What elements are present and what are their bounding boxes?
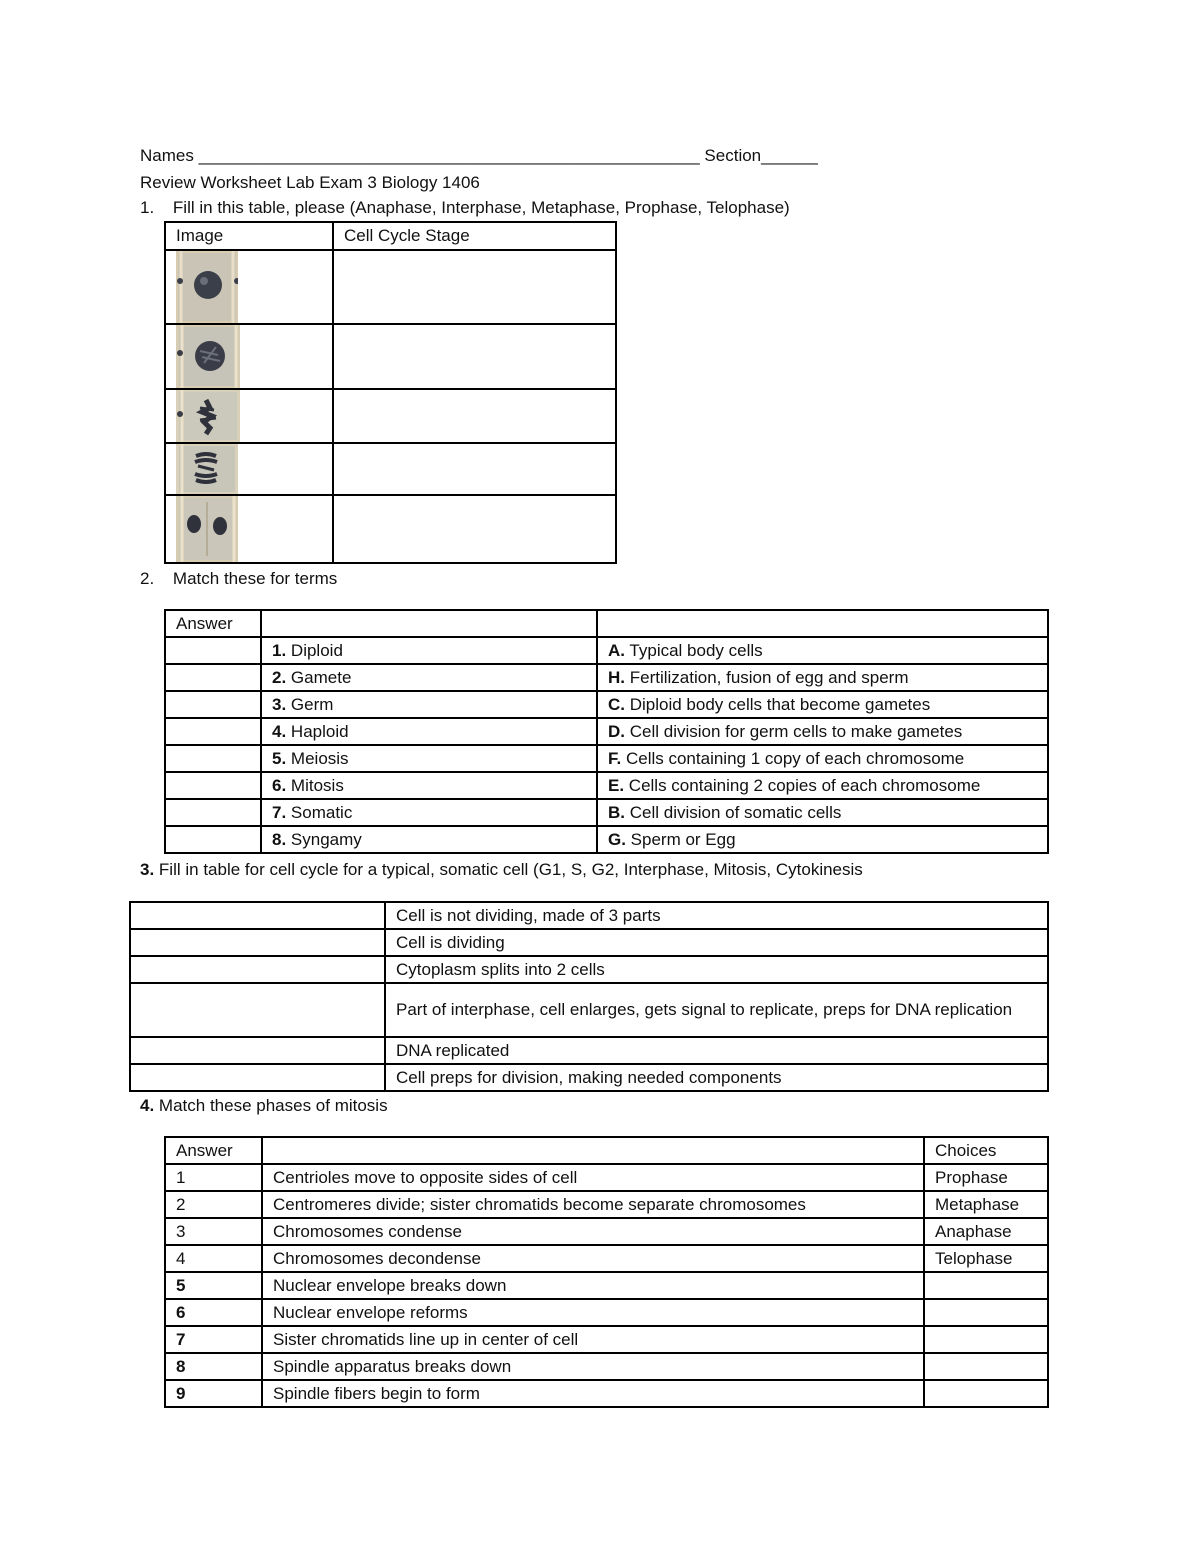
worksheet-title: Review Worksheet Lab Exam 3 Biology 1406: [140, 173, 480, 192]
telophase-cell-image: [176, 496, 238, 562]
q4-description: Chromosomes decondense: [262, 1245, 924, 1272]
q2-term: 7. Somatic: [261, 799, 597, 826]
q1-header-image: Image: [165, 222, 333, 250]
q1-heading: [140, 196, 790, 220]
q2-header-terms: [261, 610, 597, 637]
q2-prompt: Match these for terms: [172, 569, 338, 588]
q2-definition: B. Cell division of somatic cells: [597, 799, 1048, 826]
q2-number: 2.: [140, 569, 155, 588]
metaphase-cell-image: [176, 390, 240, 442]
interphase-cell-image: [176, 251, 238, 323]
names-blank[interactable]: _____________________________________________________: [198, 146, 700, 165]
q1-table: [164, 221, 617, 564]
anaphase-cell-image: [176, 444, 238, 494]
q3-answer-3[interactable]: [130, 956, 385, 983]
q2-term: 3. Germ: [261, 691, 597, 718]
q4-table: [164, 1136, 1049, 1408]
q2-answer-8[interactable]: [165, 826, 261, 853]
q2-answer-3[interactable]: [165, 691, 261, 718]
q4-answer-cell[interactable]: 9: [165, 1380, 262, 1407]
q3-description: Cell is not dividing, made of 3 parts: [385, 902, 1048, 929]
q1-answer-2[interactable]: [333, 324, 616, 389]
q1-number: 1.: [140, 198, 155, 217]
q4-description: Centrioles move to opposite sides of cell: [262, 1164, 924, 1191]
q4-choice: [924, 1353, 1048, 1380]
q1-prompt: Fill in this table, please (Anaphase, Interphase, Metaphase, Prophase, Telophase): [172, 198, 790, 217]
q3-description: Cell preps for division, making needed components: [385, 1064, 1048, 1091]
q2-answer-2[interactable]: [165, 664, 261, 691]
q2-term: 1. Diploid: [261, 637, 597, 664]
q3-answer-1[interactable]: [130, 902, 385, 929]
q4-choice: [924, 1380, 1048, 1407]
q4-number: 4.: [140, 1096, 155, 1115]
q2-answer-6[interactable]: [165, 772, 261, 799]
q3-prompt: Fill in table for cell cycle for a typical, somatic cell (G1, S, G2, Interphase, Mitosis, Cytokinesis: [158, 860, 863, 879]
q3-description: DNA replicated: [385, 1037, 1048, 1064]
q1-image-cell: [165, 495, 333, 563]
q3-description: Part of interphase, cell enlarges, gets signal to replicate, preps for DNA replication: [385, 983, 1048, 1037]
q4-choice: Telophase: [924, 1245, 1048, 1272]
q2-answer-7[interactable]: [165, 799, 261, 826]
q4-answer-cell[interactable]: 6: [165, 1299, 262, 1326]
q2-definition: G. Sperm or Egg: [597, 826, 1048, 853]
q1-header-stage: Cell Cycle Stage: [333, 222, 616, 250]
q2-header-definitions: [597, 610, 1048, 637]
q3-description: Cell is dividing: [385, 929, 1048, 956]
q2-definition: F. Cells containing 1 copy of each chromosome: [597, 745, 1048, 772]
q4-description: Centromeres divide; sister chromatids become separate chromosomes: [262, 1191, 924, 1218]
q4-header-descriptions: [262, 1137, 924, 1164]
q4-choice: [924, 1326, 1048, 1353]
q2-answer-1[interactable]: [165, 637, 261, 664]
q1-answer-5[interactable]: [333, 495, 616, 563]
q2-answer-4[interactable]: [165, 718, 261, 745]
q4-choice: [924, 1272, 1048, 1299]
q4-header-choices: Choices: [924, 1137, 1048, 1164]
q4-description: Spindle fibers begin to form: [262, 1380, 924, 1407]
names-label: Names: [140, 146, 194, 165]
q2-definition: C. Diploid body cells that become gametes: [597, 691, 1048, 718]
q1-answer-3[interactable]: [333, 389, 616, 443]
q4-answer-cell[interactable]: 7: [165, 1326, 262, 1353]
q3-description: Cytoplasm splits into 2 cells: [385, 956, 1048, 983]
q4-description: Sister chromatids line up in center of cell: [262, 1326, 924, 1353]
q4-prompt: Match these phases of mitosis: [158, 1096, 388, 1115]
q4-answer-cell[interactable]: 1: [165, 1164, 262, 1191]
q2-term: 4. Haploid: [261, 718, 597, 745]
q2-term: 5. Meiosis: [261, 745, 597, 772]
q4-answer-cell[interactable]: 3: [165, 1218, 262, 1245]
q2-definition: E. Cells containing 2 copies of each chromosome: [597, 772, 1048, 799]
q1-image-cell: [165, 324, 333, 389]
q4-heading: [140, 1094, 388, 1118]
q2-term: 2. Gamete: [261, 664, 597, 691]
q1-image-cell: [165, 389, 333, 443]
q2-answer-5[interactable]: [165, 745, 261, 772]
q3-table: [129, 901, 1049, 1092]
q2-definition: A. Typical body cells: [597, 637, 1048, 664]
q4-description: Nuclear envelope breaks down: [262, 1272, 924, 1299]
q2-definition: H. Fertilization, fusion of egg and sperm: [597, 664, 1048, 691]
q3-answer-6[interactable]: [130, 1064, 385, 1091]
section-blank[interactable]: ______: [761, 146, 818, 165]
q3-answer-5[interactable]: [130, 1037, 385, 1064]
q4-description: Nuclear envelope reforms: [262, 1299, 924, 1326]
q4-answer-cell[interactable]: 4: [165, 1245, 262, 1272]
q2-definition: D. Cell division for germ cells to make gametes: [597, 718, 1048, 745]
q4-choice: Metaphase: [924, 1191, 1048, 1218]
section-label: Section: [704, 146, 762, 165]
names-line: [140, 144, 818, 168]
q2-table: [164, 609, 1049, 854]
q3-answer-2[interactable]: [130, 929, 385, 956]
q3-number: 3.: [140, 860, 155, 879]
q1-answer-1[interactable]: [333, 250, 616, 324]
q4-header-answer: Answer: [165, 1137, 262, 1164]
q2-heading: [140, 567, 337, 591]
q4-choice: [924, 1299, 1048, 1326]
q4-description: Chromosomes condense: [262, 1218, 924, 1245]
q3-heading: [140, 858, 863, 882]
q4-description: Spindle apparatus breaks down: [262, 1353, 924, 1380]
q4-choice: Anaphase: [924, 1218, 1048, 1245]
q4-answer-cell[interactable]: 2: [165, 1191, 262, 1218]
q4-answer-cell[interactable]: 5: [165, 1272, 262, 1299]
q1-image-cell: [165, 443, 333, 495]
q1-answer-4[interactable]: [333, 443, 616, 495]
q3-answer-4[interactable]: [130, 983, 385, 1037]
q2-header-answer: Answer: [165, 610, 261, 637]
prophase-cell-image: [176, 325, 240, 388]
q2-term: 6. Mitosis: [261, 772, 597, 799]
q4-choice: Prophase: [924, 1164, 1048, 1191]
q1-image-cell: [165, 250, 333, 324]
q4-answer-cell[interactable]: 8: [165, 1353, 262, 1380]
q2-term: 8. Syngamy: [261, 826, 597, 853]
